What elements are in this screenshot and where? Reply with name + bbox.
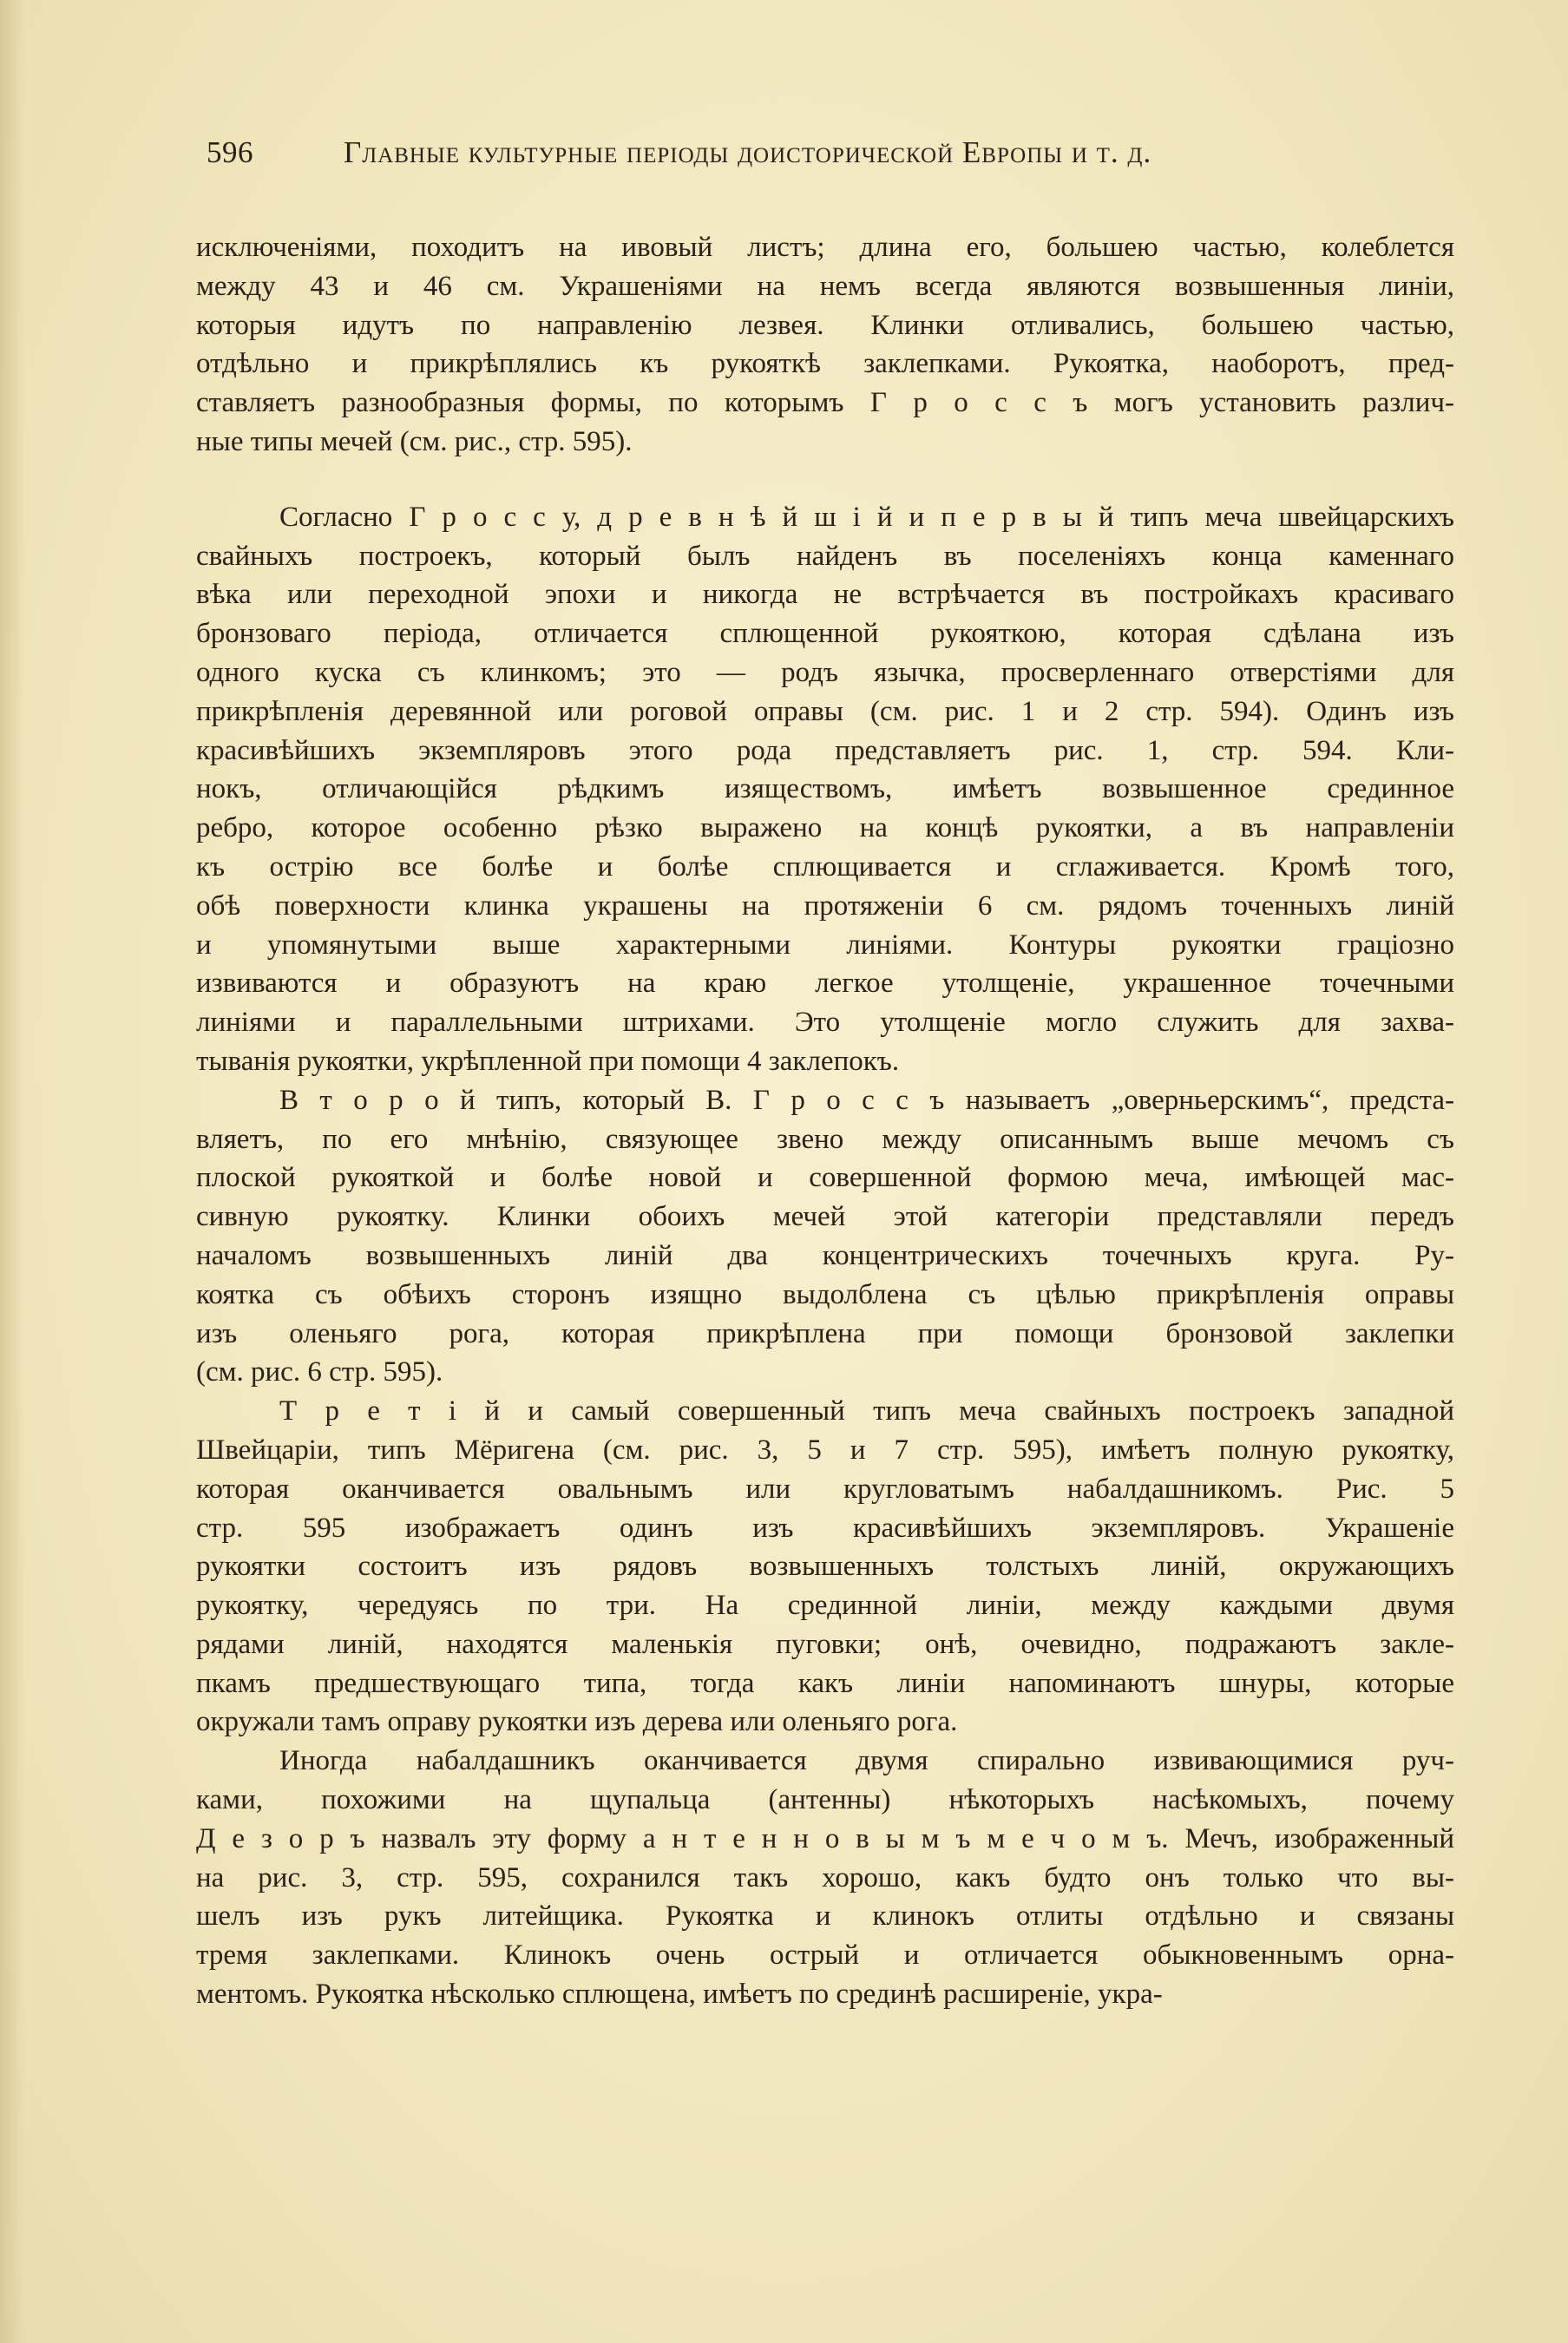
text-line: ребро, которое особенно рѣзко выражено на концѣ рукоятки, а въ направленіи (196, 812, 1454, 844)
page-binding-shadow (0, 0, 24, 2343)
text-line: вѣка или переходной эпохи и никогда не встрѣчается въ постройкахъ красиваго (196, 579, 1454, 611)
text-line: линіями и параллельными штрихами. Это утолщеніе могло служить для захва- (196, 1007, 1454, 1039)
text-line: ментомъ. Рукоятка нѣсколько сплющена, имѣетъ по срединѣ расширеніе, укра- (196, 1979, 1163, 2011)
text-line: вляетъ, по его мнѣнію, связующее звено между описаннымъ выше мечомъ съ (196, 1123, 1454, 1155)
text-line: рядами линій, находятся маленькія пуговки; онѣ, очевидно, подражаютъ закле- (196, 1628, 1454, 1660)
text-line: сивную рукоятку. Клинки обоихъ мечей этой категоріи представляли передъ (196, 1201, 1454, 1233)
text-line: отдѣльно и прикрѣплялись къ рукояткѣ заклепками. Рукоятка, наоборотъ, пред- (196, 348, 1454, 380)
text-line: красивѣйшихъ экземпляровъ этого рода представляетъ рис. 1, стр. 594. Кли- (196, 734, 1454, 766)
paragraph (196, 1742, 1454, 2014)
text-line: Иногда набалдашникъ оканчивается двумя спирально извивающимися руч- (279, 1745, 1454, 1777)
text-line: пкамъ предшествующаго типа, тогда какъ линіи напоминаютъ шнуры, которые (196, 1667, 1454, 1699)
text-line: бронзоваго періода, отличается сплющенной рукояткою, которая сдѣлана изъ (196, 618, 1454, 650)
text-line: къ острію все болѣе и болѣе сплющивается и сглаживается. Кромѣ того, (196, 850, 1454, 883)
text-line: рукоятку, чередуясь по три. На срединной линіи, между каждыми двумя (196, 1590, 1454, 1622)
text-line: Т р е т і й и самый совершенный типъ меча свайныхъ построекъ западной (279, 1395, 1454, 1427)
paragraph-gap (196, 462, 1454, 498)
text-line: тремя заклепками. Клинокъ очень острый и отличается обыкновеннымъ орна- (196, 1939, 1454, 1972)
text-line: Д е з о р ъ назвалъ эту форму а н т е н н о в ы м ъ м е ч о м ъ. Мечъ, изображенный (196, 1822, 1454, 1854)
text-line: стр. 595 изображаетъ одинъ изъ красивѣйшихъ экземпляровъ. Украшеніе (196, 1512, 1454, 1544)
text-line: ные типы мечей (см. рис., стр. 595). (196, 425, 633, 457)
text-line: началомъ возвышенныхъ линій два концентрическихъ точечныхъ круга. Ру- (196, 1239, 1454, 1271)
paragraph (196, 498, 1454, 1081)
text-line: плоской рукояткой и болѣе новой и совершенной формою меча, имѣющей мас- (196, 1162, 1454, 1194)
text-line: ставляетъ разнообразныя формы, по которымъ Г р о с с ъ могъ установить различ- (196, 387, 1454, 419)
text-line: рукоятки состоитъ изъ рядовъ возвышенныхъ толстыхъ линій, окружающихъ (196, 1551, 1454, 1583)
text-line: извиваются и образуютъ на краю легкое утолщеніе, украшенное точечными (196, 968, 1454, 1000)
text-line: на рис. 3, стр. 595, сохранился такъ хорошо, какъ будто онъ только что вы- (196, 1861, 1454, 1893)
text-line: свайныхъ построекъ, который былъ найденъ въ поселеніяхъ конца каменнаго (196, 540, 1454, 572)
page-number: 596 (207, 135, 253, 169)
text-line: окружали тамъ оправу рукоятки изъ дерева или оленьяго рога. (196, 1706, 958, 1738)
text-line: изъ оленьяго рога, которая прикрѣплена при помощи бронзовой заклепки (196, 1317, 1454, 1349)
text-line: тыванія рукоятки, укрѣпленной при помощи 4 заклепокъ. (196, 1045, 900, 1077)
running-head (207, 135, 1465, 179)
text-line: которая оканчивается овальнымъ или кругловатымъ набалдашникомъ. Рис. 5 (196, 1473, 1454, 1505)
text-line: шелъ изъ рукъ литейщика. Рукоятка и клинокъ отлиты отдѣльно и связаны (196, 1900, 1454, 1933)
text-line: между 43 и 46 см. Украшеніями на немъ всегда являются возвышенныя линіи, (196, 270, 1454, 302)
text-line: коятка съ обѣихъ сторонъ изящно выдолблена съ цѣлью прикрѣпленія оправы (196, 1278, 1454, 1310)
running-title: Главные культурные періоды доисторической Европы и т. д. (344, 135, 1152, 169)
paragraph (196, 1392, 1454, 1742)
text-line: (см. рис. 6 стр. 595). (196, 1356, 443, 1388)
text-line: Согласно Г р о с с у, д р е в н ѣ й ш і й и п е р в ы й типъ меча швейцарскихъ (279, 501, 1454, 533)
text-line: одного куска съ клинкомъ; это — родъ язычка, просверленнаго отверстіями для (196, 656, 1454, 688)
body-text (196, 228, 1454, 2014)
text-line: обѣ поверхности клинка украшены на протяженіи 6 см. рядомъ точенныхъ линій (196, 889, 1454, 922)
text-line: исключеніями, походитъ на ивовый листъ; длина его, большею частью, колеблется (196, 232, 1454, 263)
paragraph (196, 1081, 1454, 1392)
text-line: и упомянутыми выше характерными линіями. Контуры рукоятки граціозно (196, 929, 1454, 961)
text-line: Швейцаріи, типъ Мёригена (см. рис. 3, 5 и 7 стр. 595), имѣетъ полную рукоятку, (196, 1434, 1454, 1466)
text-line: нокъ, отличающійся рѣдкимъ изяществомъ, имѣетъ возвышенное срединное (196, 773, 1454, 805)
text-line: ками, похожими на щупальца (антенны) нѣкоторыхъ насѣкомыхъ, почему (196, 1784, 1454, 1816)
paragraph (196, 228, 1454, 462)
text-line: прикрѣпленія деревянной или роговой оправы (см. рис. 1 и 2 стр. 594). Одинъ изъ (196, 695, 1454, 727)
text-line: которыя идутъ по направленію лезвея. Клинки отливались, большею частью, (196, 309, 1454, 341)
text-line: В т о р о й типъ, который В. Г р о с с ъ называетъ „оверньерскимъ“, предста- (279, 1084, 1454, 1116)
